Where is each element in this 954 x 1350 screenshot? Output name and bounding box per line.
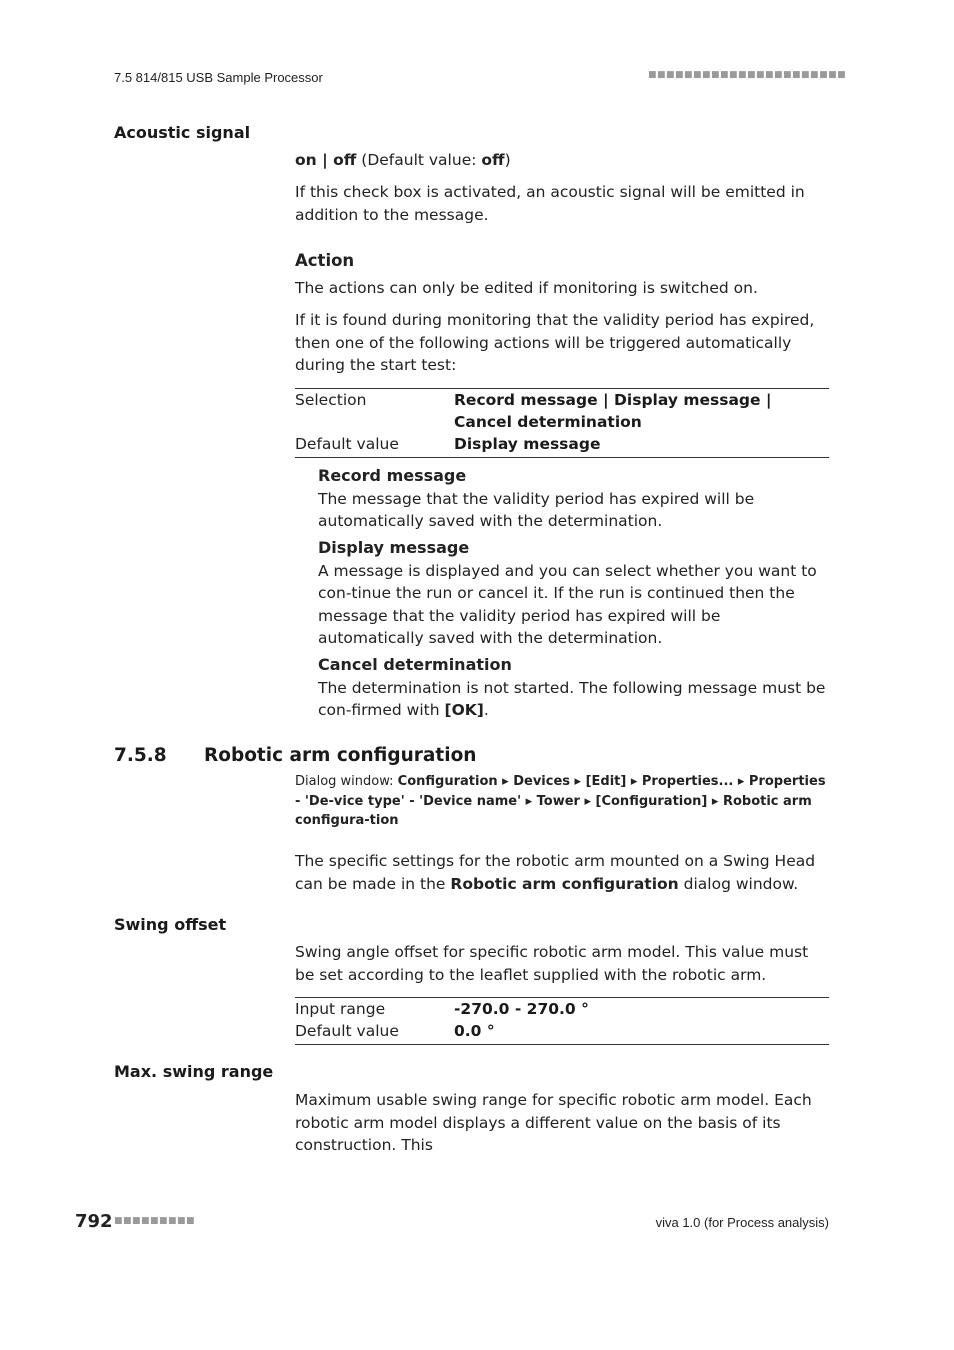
cancel-determination-definition: [318, 654, 830, 722]
action-parameter-table: [295, 388, 829, 458]
default-value: off: [481, 151, 505, 169]
record-message-definition: [318, 465, 830, 533]
action-paragraph-2: If it is found during monitoring that the validity period has expired, then one of the following actions will be triggered automatically during the start test:: [295, 311, 815, 374]
swing-offset-description: Swing angle offset for specific robotic arm model. This value must be set according to the leaflet supplied with the robotic arm.: [295, 943, 809, 984]
header-decoration: ■■■■■■■■■■■■■■■■■■■■■■: [648, 70, 847, 80]
selection-value: Record message | Display message | Cancel determination: [454, 391, 772, 431]
intro-text-end: dialog window.: [678, 874, 799, 893]
table-row: [295, 998, 829, 1020]
record-message-desc: The message that the validity period has expired will be automatically saved with the determination.: [318, 489, 755, 530]
action-paragraph-1: The actions can only be edited if monitoring is switched on.: [295, 279, 758, 297]
cancel-desc-end: .: [483, 701, 489, 719]
ok-key-label: [OK]: [444, 701, 484, 719]
default-prefix: (Default value:: [361, 151, 482, 169]
intro-text: The specific settings for the robotic arm mounted on a Swing Head can be made in the: [295, 852, 816, 893]
page-number: 792: [75, 1211, 113, 1232]
footer-product: viva 1.0 (for Process analysis): [655, 1215, 829, 1230]
table-row: [295, 1020, 829, 1044]
cancel-desc-text: The determination is not started. The following message must be con-firmed with: [318, 678, 826, 719]
default-key: Default value: [295, 435, 399, 453]
default-key: Default value: [295, 1022, 399, 1040]
acoustic-signal-options: [295, 149, 830, 172]
section-number: 7.5.8: [114, 745, 167, 766]
acoustic-signal-description: [295, 181, 830, 226]
swing-offset-parameter-table: [295, 997, 829, 1045]
table-row: [295, 433, 829, 457]
running-header-section: 7.5 814/815 USB Sample Processor: [114, 70, 323, 85]
path-value: Configuration ▸ Devices ▸ [Edit] ▸ Properties... ▸ Properties - 'De-vice type' - 'Device name' ▸ Tower ▸ [Configuration] ▸ Robotic arm configura-tion: [295, 774, 826, 828]
swing-offset-heading: Swing offset: [114, 915, 227, 934]
section-intro: [295, 850, 830, 895]
max-swing-range-description: Maximum usable swing range for specific robotic arm model. Each robotic arm model displays a different value on the basis of its construction. This: [295, 1091, 812, 1154]
acoustic-desc-text: If this check box is activated, an acoustic signal will be emitted in addition to the message.: [295, 183, 805, 224]
footer-decoration: ■■■■■■■■■: [114, 1216, 196, 1226]
option-values: on | off: [295, 151, 357, 169]
display-message-desc: A message is displayed and you can select whether you want to con-tinue the run or cancel it. If the run is continued then the message that the validity period has expired will be automatically saved with the determination.: [318, 561, 817, 647]
intro-dialog-name: Robotic arm configuration: [450, 874, 679, 893]
cancel-determination-desc: [318, 677, 830, 722]
display-message-definition: [318, 537, 830, 650]
cancel-determination-term: Cancel determination: [318, 655, 512, 674]
input-range-key: Input range: [295, 1000, 386, 1018]
display-message-term: Display message: [318, 538, 470, 557]
default-value: 0.0 °: [454, 1022, 495, 1040]
path-label: Dialog window:: [295, 774, 398, 789]
default-value: Display message: [454, 435, 601, 453]
max-swing-range-heading: Max. swing range: [114, 1062, 274, 1081]
action-heading: Action: [295, 251, 355, 270]
section-title: Robotic arm configuration: [204, 745, 477, 766]
dialog-window-path: [295, 772, 830, 831]
selection-key: Selection: [295, 391, 367, 409]
table-row: [295, 389, 829, 433]
input-range-value: -270.0 - 270.0 °: [454, 1000, 589, 1018]
acoustic-signal-heading: Acoustic signal: [114, 123, 251, 142]
default-suffix: ): [504, 151, 511, 169]
record-message-term: Record message: [318, 466, 467, 485]
